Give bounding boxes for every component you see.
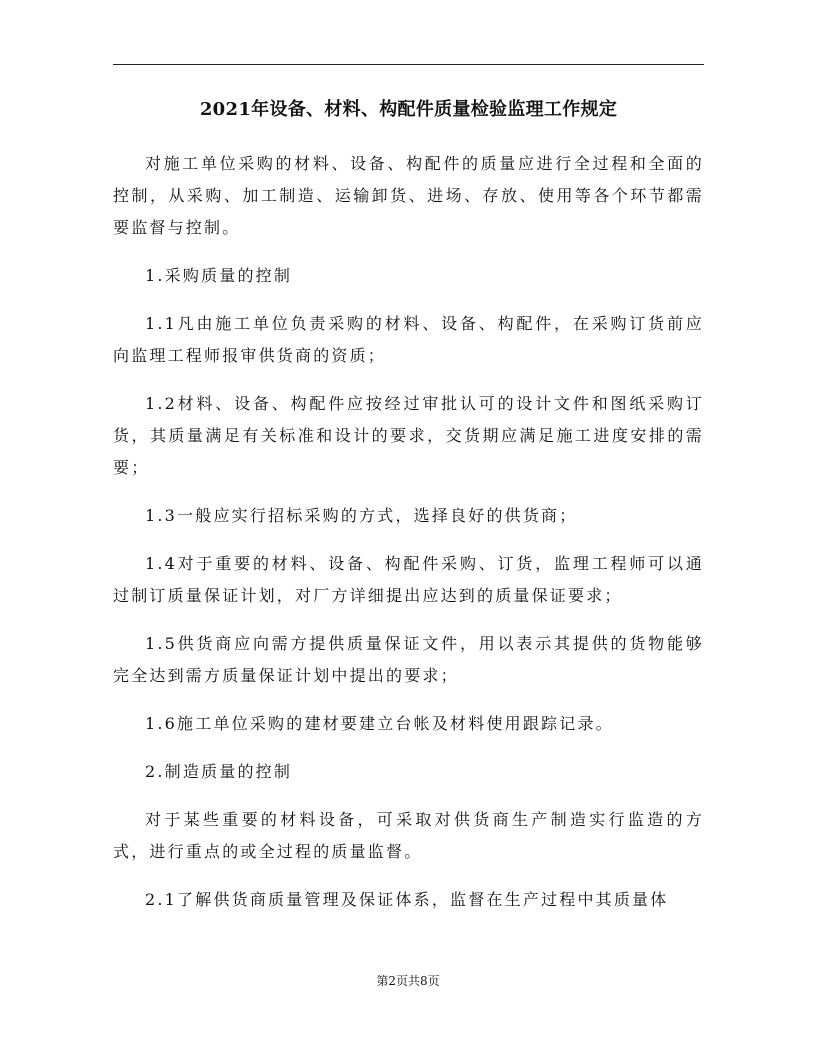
paragraph-1-3: 1.3一般应实行招标采购的方式，选择良好的供货商； [145,506,578,525]
paragraph-1-4: 1.4对于重要的材料、设备、构配件采购、订货，监理工程师可以通过制订质量保证计划，对厂方详细提出应达到的质量保证要求； [113,554,704,605]
paragraph-1-1: 1.1凡由施工单位负责采购的材料、设备、构配件，在采购订货前应向监理工程师报审供货商的资质； [113,314,704,365]
paragraph-intro: 对施工单位采购的材料、设备、构配件的质量应进行全过程和全面的控制，从采购、加工制造、运输卸货、进场、存放、使用等各个环节都需要监督与控制。 [113,154,704,237]
paragraph-1-2: 1.2材料、设备、构配件应按经过审批认可的设计文件和图纸采购订货，其质量满足有关标准和设计的要求，交货期应满足施工进度安排的需要； [113,394,704,477]
heading-manufacturing-quality: 2.制造质量的控制 [145,762,293,781]
paragraph-manufacturing-intro: 对于某些重要的材料设备，可采取对供货商生产制造实行监造的方式，进行重点的或全过程的质量监督。 [113,810,704,861]
heading-procurement-quality: 1.采购质量的控制 [145,266,293,285]
paragraph-1-6: 1.6施工单位采购的建材要建立台帐及材料使用跟踪记录。 [145,714,614,733]
document-body [113,148,704,916]
document-title: 2021年设备、材料、构配件质量检验监理工作规定 [199,99,618,120]
header-rule [113,64,704,65]
page-number-footer: 第2页共8页 [376,974,440,988]
paragraph-2-1: 2.1了解供货商质量管理及保证体系，监督在生产过程中其质量体 [145,890,669,909]
paragraph-1-5: 1.5供货商应向需方提供质量保证文件，用以表示其提供的货物能够完全达到需方质量保证计划中提出的要求； [113,634,704,685]
